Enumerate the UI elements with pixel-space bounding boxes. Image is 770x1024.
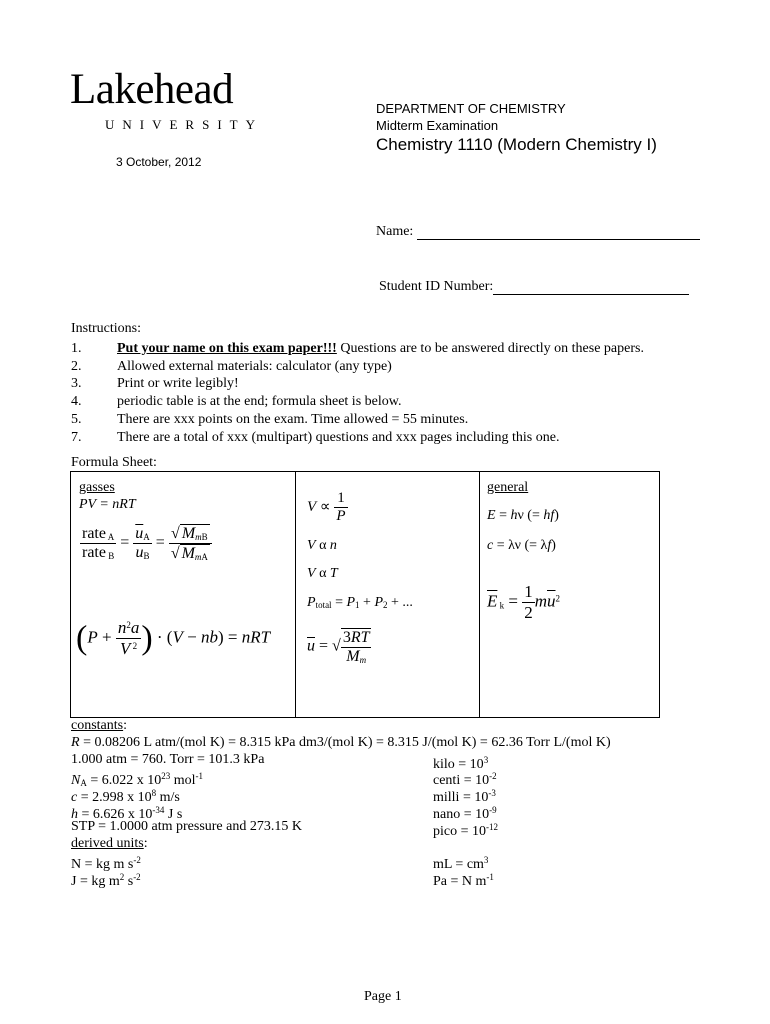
student-id-label: Student ID Number: xyxy=(379,279,494,294)
avogadro-relation: V α n xyxy=(307,538,337,553)
ml-unit: mL = $cm^3$ xyxy=(433,855,489,873)
column-divider xyxy=(479,471,480,718)
pascal-unit: Pa = N $m^{-1}$ xyxy=(433,872,494,890)
gasses-heading: gasses xyxy=(79,480,115,495)
university-logo-title: Lakehead xyxy=(70,66,234,113)
speed-of-light: c = 2.998 x $10^8$ m/s xyxy=(71,788,180,806)
instruction-item: 1. Put your name on this exam paper!!! Questions are to be answered directly on these papers. xyxy=(71,341,644,356)
stp-definition: STP = 1.0000 atm pressure and 273.15 K xyxy=(71,818,302,834)
kilo-prefix: kilo = $10^3$ xyxy=(433,754,489,772)
wave-equation: c = λν (= λf) xyxy=(487,538,556,553)
joule-unit: J = kg $m^2$ $s^{-2}$ xyxy=(71,872,141,890)
instruction-item: 7. There are a total of xxx (multipart) questions and xxx pages including this one. xyxy=(71,429,560,445)
ideal-gas-law: PV = nRT xyxy=(79,497,136,512)
exam-type: Midterm Examination xyxy=(376,118,499,133)
constants-heading: constants xyxy=(71,718,124,733)
instructions-heading: Instructions: xyxy=(71,321,141,336)
derived-units-heading: derived units xyxy=(71,835,144,851)
instruction-item: 4. periodic table is at the end; formula sheet is below. xyxy=(71,394,402,410)
pico-prefix: pico = $10^{-12}$ xyxy=(433,821,498,839)
instruction-item: 3. Print or write legibly! xyxy=(71,376,239,392)
university-logo-subtitle: UNIVERSITY xyxy=(105,117,263,132)
grahams-law: $\frac{rate _A}{rate _B}$ = $\frac{\overline{u}_A}{\overline{u}_B}$ = $\frac{√ M_{mB}}{√ M_{mA}}$ xyxy=(80,524,212,563)
atm-conversion: 1.000 atm = 760. Torr = 101.3 kPa xyxy=(71,751,265,767)
boyle-relation: V ∝ $\frac{1}{P}$ xyxy=(307,490,346,524)
photon-energy: E = hν (= hf) xyxy=(487,508,559,523)
dalton-law: $P_{total} = P_1 + P_2$ + ... xyxy=(307,595,413,610)
rms-speed: $\overline{u}$ = √ $\frac{3RT}{M_m}$ xyxy=(307,629,370,665)
instructions-list xyxy=(71,340,644,446)
charles-relation: V α T xyxy=(307,566,338,581)
student-id-row xyxy=(379,279,689,295)
column-divider xyxy=(295,471,296,718)
name-field-row xyxy=(376,224,700,240)
instruction-item: 2. Allowed external materials: calculator (any type) xyxy=(71,358,392,374)
constants-section: constants: R = 0.08206 L atm/(mol K) = 8.315 kPa dm3/(mol K) = 8.315 J/(mol K) = 62.36 Torr L/(mol K) 1.000 atm = 760. Torr = 101.3 kPa kilo = $10^3$ $N_A = 6.022$ x $10^{23}$ mol$^{-1}$ centi = $10^{-2}$ c = 2.998 x $10^8$ m/s milli = $10^{-3}$ h = 6.626 x $10^{-34}$ J s nano = $10^{-9}$ STP = 1.0000 atm pressure and 273.15 K pico = $10^{-12}$ derived units: N = kg m $s^{-2}$ mL = $cm^3$ J = kg $m^2$ $s^{-2}$ Pa = N $m^{-1}$ xyxy=(71,718,691,886)
page-number: Page 1 xyxy=(364,989,402,1004)
planck-constant: h = 6.626 x $10^{-34}$ J s xyxy=(71,804,183,822)
milli-prefix: milli = $10^{-3}$ xyxy=(433,788,496,806)
nano-prefix: nano = $10^{-9}$ xyxy=(433,804,497,822)
exam-date: 3 October, 2012 xyxy=(116,155,202,169)
name-input-line[interactable] xyxy=(417,227,700,240)
van-der-waals-equation: (P + $\frac{n^2a}{V ^2}$ ) · (V − nb) = nRT xyxy=(76,618,271,658)
gas-constant: R = 0.08206 L atm/(mol K) = 8.315 kPa dm3/(mol K) = 8.315 J/(mol K) = 62.36 Torr L/(mol K) xyxy=(71,734,611,750)
formula-sheet-label: Formula Sheet: xyxy=(71,455,157,470)
avogadro-constant: $N_A = 6.022$ x $10^{23}$ mol$^{-1}$ xyxy=(71,771,204,789)
course-title: Chemistry 1110 (Modern Chemistry I) xyxy=(376,135,657,154)
newton-unit: N = kg m $s^{-2}$ xyxy=(71,855,141,873)
name-label: Name: xyxy=(376,224,414,239)
general-heading: general xyxy=(487,480,529,495)
centi-prefix: centi = $10^{-2}$ xyxy=(433,771,497,789)
student-id-input-line[interactable] xyxy=(493,282,689,295)
instruction-item: 5. There are xxx points on the exam. Time allowed = 55 minutes. xyxy=(71,411,469,427)
kinetic-energy: $\overline{E}$ $_k$ = $\frac{1}{2}$ $m\overline{u}^2$ xyxy=(487,582,561,622)
department-name: DEPARTMENT OF CHEMISTRY xyxy=(376,101,566,116)
